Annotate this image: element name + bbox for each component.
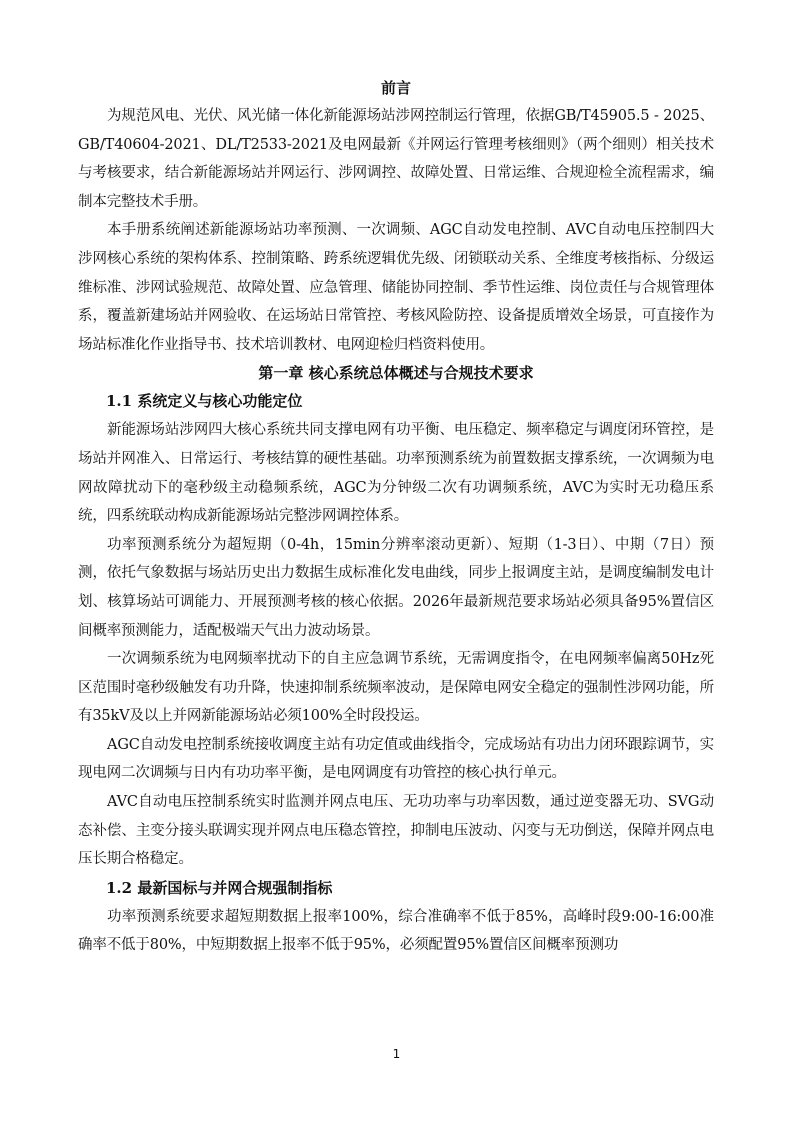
section-title-1-1: 1.1 系统定义与核心功能定位 (106, 392, 303, 411)
preface-paragraph-1: 为规范风电、光伏、风光储一体化新能源场站涉网控制运行管理，依据GB/T45905.5 - 2025、GB/T40604-2021、DL/T2533-2021及电网最新《并网运行管理考核细则》（两个细则）相关技术与考核要求，结合新能源场站并网运行、涉网调控、故障处置、日常运维、合规迎检全流程需求，编制本完整技术手册。 (78, 108, 714, 210)
page-number: 1 (392, 1047, 401, 1061)
section-title-1-2: 1.2 最新国标与并网合规强制指标 (106, 878, 333, 897)
section-1-2-paragraph-1: 功率预测系统要求超短期数据上报率100%，综合准确率不低于85%，高峰时段9:00-16:00准确率不低于80%，中短期数据上报率不低于95%，必须配置95%置信区间概率预测功 (78, 908, 714, 954)
page-content (78, 74, 714, 960)
section-1-1-paragraph-2: 功率预测系统分为超短期（0-4h，15min分辨率滚动更新）、短期（1-3日）、中期（7日）预测，依托气象数据与场站历史出力数据生成标准化发电曲线，同步上报调度主站，是调度编制发电计划、核算场站可调能力、开展预测考核的核心依据。2026年最新规范要求场站必须具备95%置信区间概率预测能力，适配极端天气出力波动场景。 (78, 536, 714, 639)
preface-title: 前言 (380, 79, 411, 97)
preface-paragraph-2: 本手册系统阐述新能源场站功率预测、一次调频、AGC自动发电控制、AVC自动电压控制四大涉网核心系统的架构体系、控制策略、跨系统逻辑优先级、闭锁联动关系、全维度考核指标、分级运维标准、涉网试验规范、故障处置、应急管理、储能协同控制、季节性运维、岗位责任与合规管理体系，覆盖新建场站并网验收、在运场站日常管控、考核风险防控、设备提质增效全场景，可直接作为场站标准化作业指导书、技术培训教材、电网迎检归档资料使用。 (78, 222, 714, 353)
chapter-title: 第一章 核心系统总体概述与合规技术要求 (258, 364, 534, 383)
section-1-1-paragraph-5: AVC自动电压控制系统实时监测并网点电压、无功功率与功率因数，通过逆变器无功、SVG动态补偿、主变分接头联调实现并网点电压稳态管控，抑制电压波动、闪变与无功倒送，保障并网点电压长期合格稳定。 (78, 794, 714, 868)
section-1-1-paragraph-1: 新能源场站涉网四大核心系统共同支撑电网有功平衡、电压稳定、频率稳定与调度闭环管控，是场站并网准入、日常运行、考核结算的硬性基础。功率预测系统为前置数据支撑系统，一次调频为电网故障扰动下的毫秒级主动稳频系统，AGC为分钟级二次有功调频系统，AVC为实时无功稳压系统，四系统联动构成新能源场站完整涉网调控体系。 (78, 422, 714, 525)
section-1-1-paragraph-4: AGC自动发电控制系统接收调度主站有功定值或曲线指令，完成场站有功出力闭环跟踪调节，实现电网二次调频与日内有功功率平衡，是电网调度有功管控的核心执行单元。 (78, 736, 714, 782)
section-1-1-paragraph-3: 一次调频系统为电网频率扰动下的自主应急调节系统，无需调度指令，在电网频率偏离50Hz死区范围时毫秒级触发有功升降，快速抑制系统频率波动，是保障电网安全稳定的强制性涉网功能，所有35kV及以上并网新能源场站必须100%全时段投运。 (78, 651, 714, 725)
